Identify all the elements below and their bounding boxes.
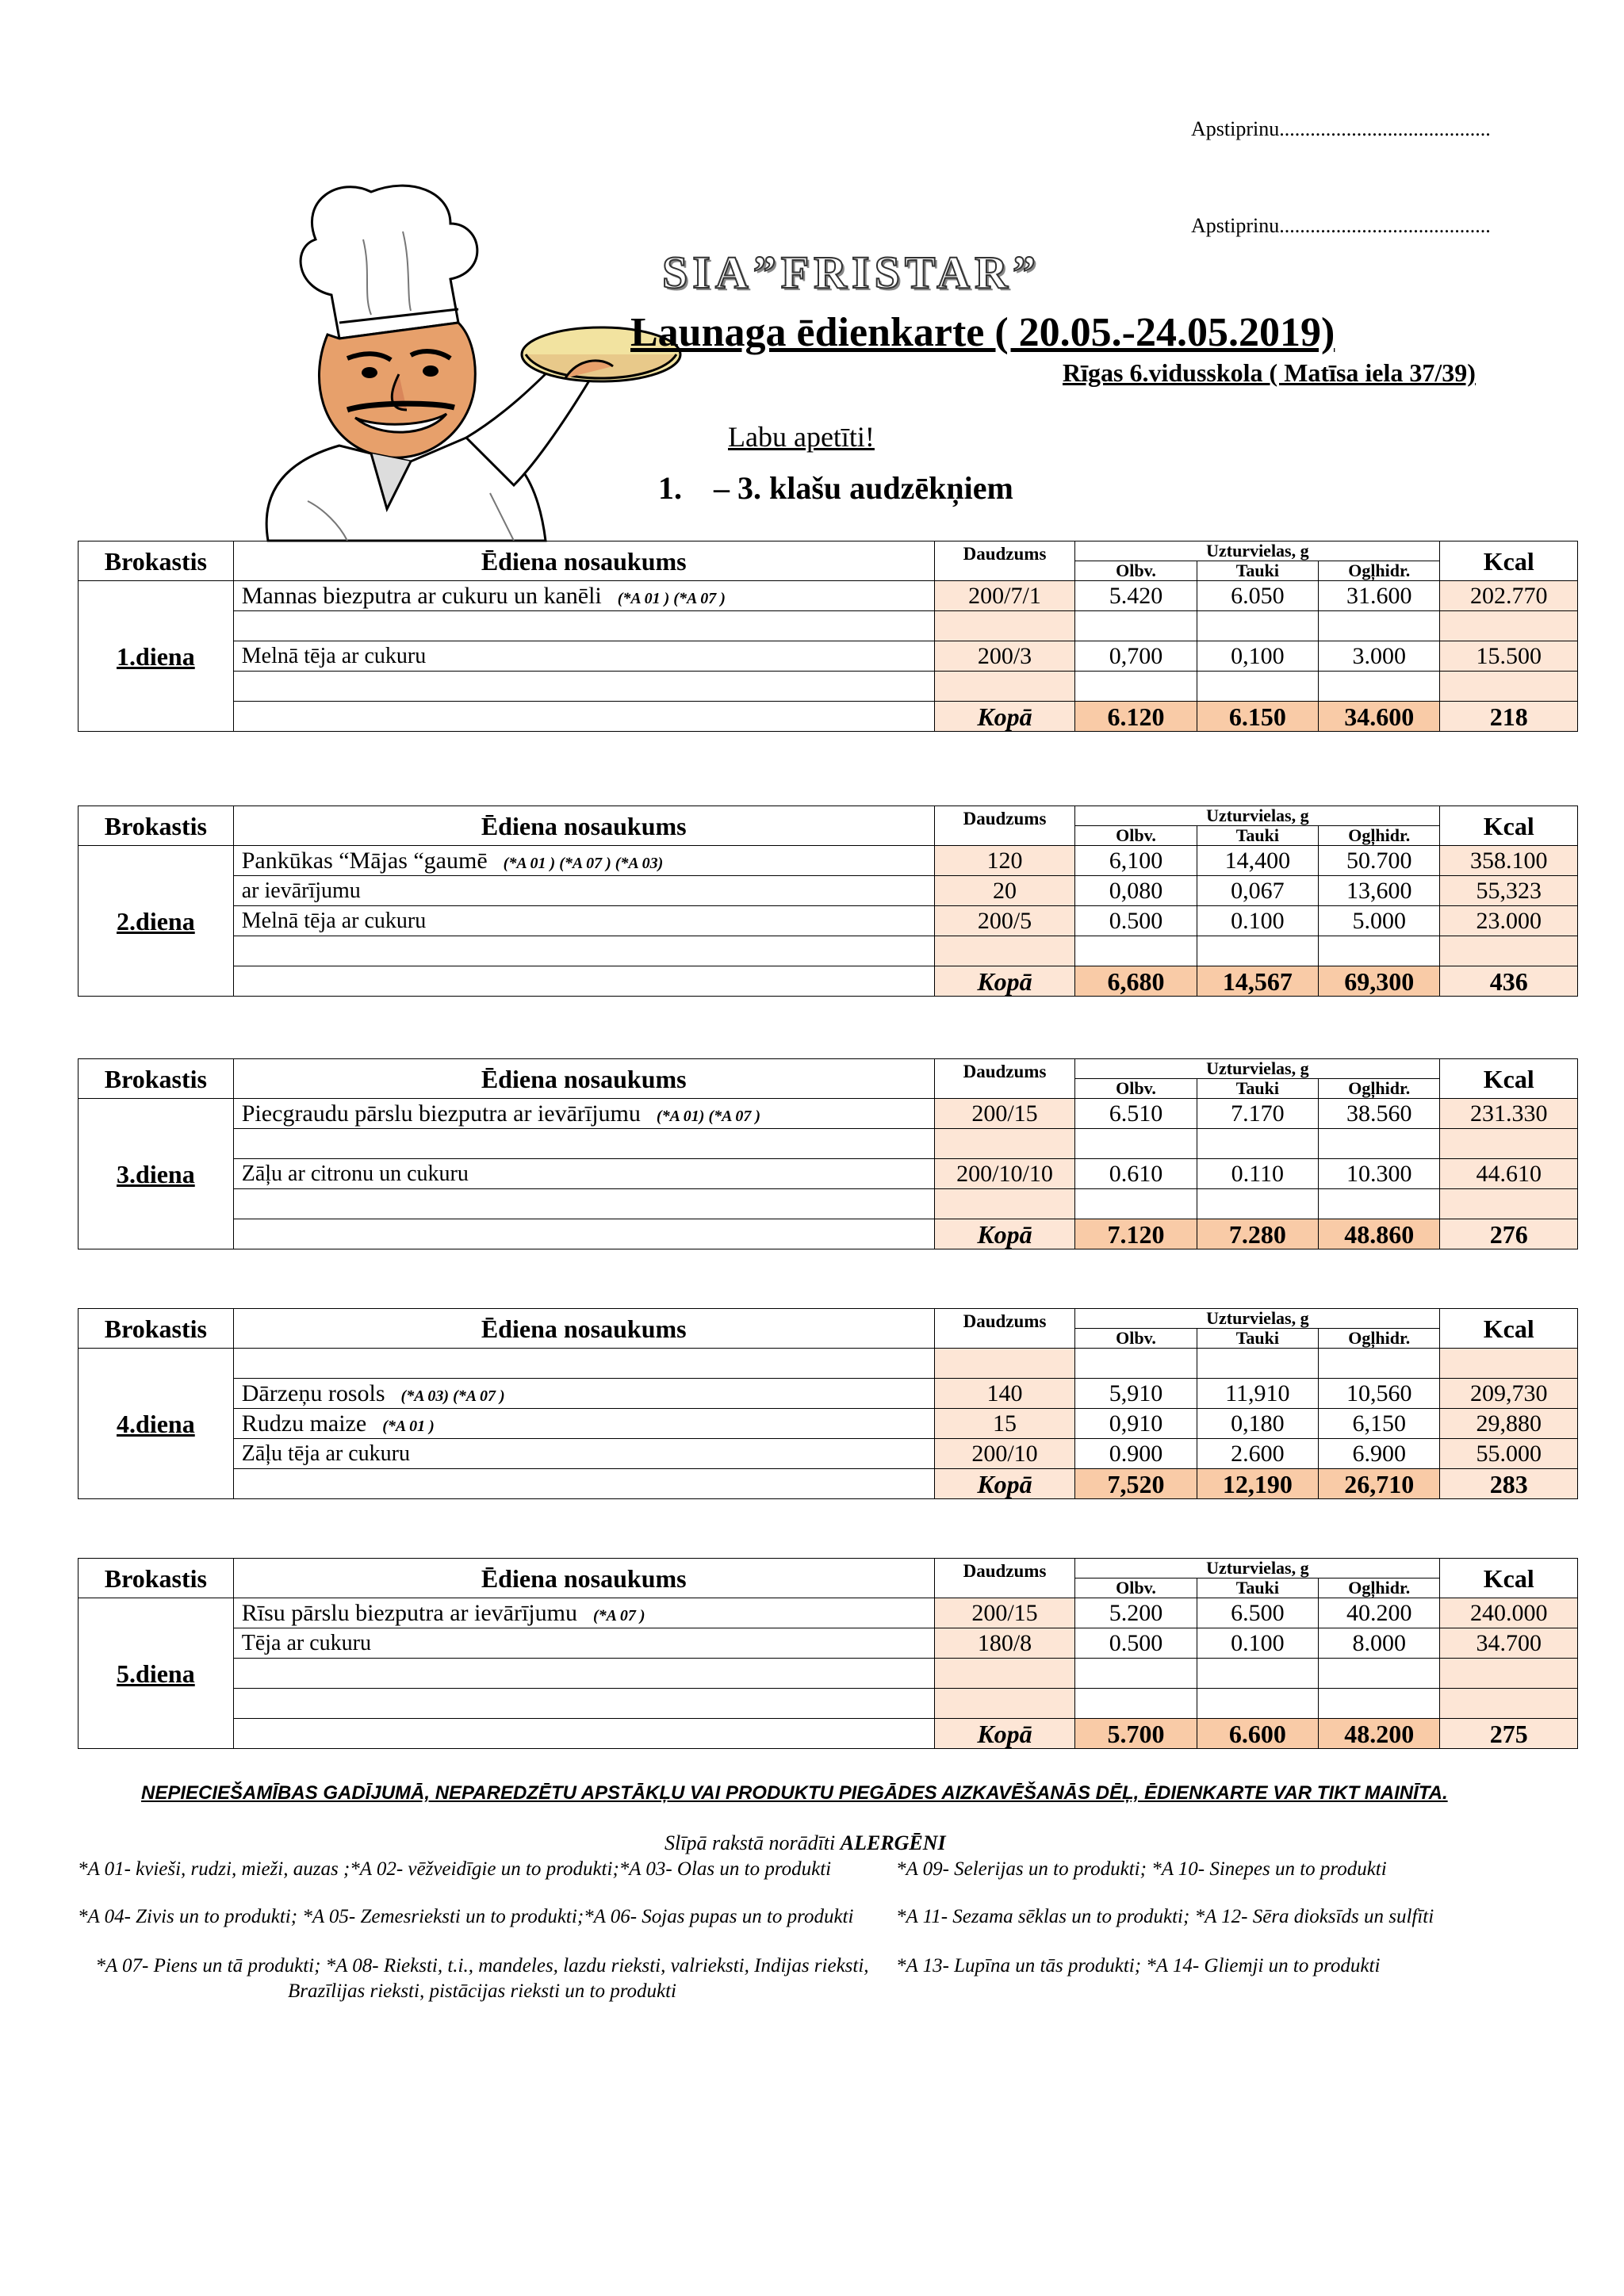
carbs-cell: 13,600 — [1319, 876, 1440, 906]
day-label: 4.diena — [79, 1349, 234, 1499]
total-kcal: 436 — [1440, 966, 1578, 997]
protein-cell — [1075, 1349, 1197, 1379]
allergen-heading — [665, 1831, 946, 1855]
nutrients-header: Uzturvielas, g — [1075, 1309, 1440, 1329]
total-kcal: 275 — [1440, 1719, 1578, 1749]
meal-header: Brokastis — [79, 1559, 234, 1598]
dish-name-cell — [233, 672, 934, 702]
dish-name: Rīsu pārslu biezputra ar ievārījumu — [241, 1599, 577, 1626]
total-blank — [233, 1219, 934, 1249]
day-menu-table — [78, 806, 1578, 997]
meal-header: Brokastis — [79, 541, 234, 581]
protein-cell: 0.900 — [1075, 1439, 1197, 1469]
fat-cell — [1197, 672, 1318, 702]
fat-cell: 14,400 — [1197, 846, 1318, 876]
dish-name-cell — [233, 1379, 934, 1409]
qty-cell — [934, 1349, 1075, 1379]
dish-name-cell — [233, 1129, 934, 1159]
qty-cell: 20 — [934, 876, 1075, 906]
kcal-cell — [1440, 1189, 1578, 1219]
qty-cell — [934, 1689, 1075, 1719]
day-menu-table — [78, 1558, 1578, 1749]
dish-name-cell — [233, 611, 934, 641]
carbs-header: Ogļhidr. — [1319, 1578, 1440, 1598]
kcal-cell: 202.770 — [1440, 581, 1578, 611]
day-menu-table — [78, 1058, 1578, 1249]
dish-name-cell — [233, 1349, 934, 1379]
dish-name: ar ievārījumu — [241, 878, 361, 903]
carbs-cell: 10.300 — [1319, 1159, 1440, 1189]
dish-row — [79, 1189, 1578, 1219]
dish-row — [79, 1439, 1578, 1469]
fat-cell: 0,067 — [1197, 876, 1318, 906]
fat-cell — [1197, 1129, 1318, 1159]
kcal-cell: 358.100 — [1440, 846, 1578, 876]
kcal-cell: 55.000 — [1440, 1439, 1578, 1469]
kcal-cell — [1440, 611, 1578, 641]
fat-cell: 11,910 — [1197, 1379, 1318, 1409]
kcal-cell: 231.330 — [1440, 1099, 1578, 1129]
dish-row — [79, 906, 1578, 936]
protein-cell — [1075, 672, 1197, 702]
fat-header: Tauki — [1197, 1329, 1318, 1349]
protein-cell — [1075, 611, 1197, 641]
carbs-header: Ogļhidr. — [1319, 826, 1440, 846]
dish-name-cell — [233, 1189, 934, 1219]
dish-name: Zāļu ar citronu un cukuru — [241, 1161, 469, 1186]
carbs-cell: 40.200 — [1319, 1598, 1440, 1628]
qty-cell — [934, 936, 1075, 966]
fat-cell: 6.500 — [1197, 1598, 1318, 1628]
protein-cell — [1075, 1689, 1197, 1719]
qty-cell: 200/3 — [934, 641, 1075, 672]
day-menu-table — [78, 541, 1578, 732]
dish-name-cell — [233, 1598, 934, 1628]
qty-cell: 200/15 — [934, 1598, 1075, 1628]
approval-line-2: Apstiprinu......................................... — [1191, 214, 1491, 237]
total-kcal: 218 — [1440, 702, 1578, 732]
dish-row — [79, 1628, 1578, 1659]
protein-cell — [1075, 1659, 1197, 1689]
total-protein: 6.120 — [1075, 702, 1197, 732]
dish-header: Ēdiena nosaukums — [233, 541, 934, 581]
fat-cell: 0.100 — [1197, 1628, 1318, 1659]
fat-cell: 0,100 — [1197, 641, 1318, 672]
qty-cell — [934, 611, 1075, 641]
approval-line-1: Apstiprinu......................................... — [1191, 117, 1491, 140]
dish-allergens: (*A 01 ) — [382, 1417, 435, 1435]
kcal-header: Kcal — [1440, 541, 1578, 581]
protein-cell: 0,080 — [1075, 876, 1197, 906]
dish-name-cell — [233, 641, 934, 672]
carbs-cell: 10,560 — [1319, 1379, 1440, 1409]
fat-cell: 0,180 — [1197, 1409, 1318, 1439]
kcal-cell: 29,880 — [1440, 1409, 1578, 1439]
carbs-cell: 6.900 — [1319, 1439, 1440, 1469]
total-fat: 6.150 — [1197, 702, 1318, 732]
day-label: 2.diena — [79, 846, 234, 997]
allergen-list-left — [78, 1857, 887, 2004]
total-kcal: 276 — [1440, 1219, 1578, 1249]
total-row — [79, 1469, 1578, 1499]
fat-cell: 0.110 — [1197, 1159, 1318, 1189]
fat-cell: 6.050 — [1197, 581, 1318, 611]
dish-name-cell — [233, 936, 934, 966]
protein-header: Olbv. — [1075, 826, 1197, 846]
dish-name-cell — [233, 906, 934, 936]
dish-name-cell — [233, 1689, 934, 1719]
protein-header: Olbv. — [1075, 1079, 1197, 1099]
meal-header: Brokastis — [79, 806, 234, 846]
dish-header: Ēdiena nosaukums — [233, 1059, 934, 1099]
carbs-cell: 8.000 — [1319, 1628, 1440, 1659]
dish-name-cell — [233, 1099, 934, 1129]
total-carbs: 69,300 — [1319, 966, 1440, 997]
grades-subtitle: 1. – 3. klašu audzēkņiem — [658, 470, 1013, 506]
kcal-cell: 44.610 — [1440, 1159, 1578, 1189]
qty-cell: 120 — [934, 846, 1075, 876]
total-row — [79, 702, 1578, 732]
total-label: Kopā — [934, 1219, 1075, 1249]
kcal-cell — [1440, 1129, 1578, 1159]
dish-header: Ēdiena nosaukums — [233, 1309, 934, 1349]
dish-row — [79, 1159, 1578, 1189]
qty-cell — [934, 1189, 1075, 1219]
qty-cell: 200/10 — [934, 1439, 1075, 1469]
qty-header: Daudzums — [934, 1059, 1075, 1099]
dish-name-cell — [233, 1628, 934, 1659]
dish-allergens: (*A 03) (*A 07 ) — [400, 1387, 505, 1405]
total-protein: 5.700 — [1075, 1719, 1197, 1749]
protein-cell: 6,100 — [1075, 846, 1197, 876]
carbs-cell: 6,150 — [1319, 1409, 1440, 1439]
greeting: Labu apetīti! — [728, 421, 875, 453]
carbs-cell — [1319, 672, 1440, 702]
nutrients-header: Uzturvielas, g — [1075, 1559, 1440, 1578]
total-protein: 6,680 — [1075, 966, 1197, 997]
dish-name-cell — [233, 1159, 934, 1189]
kcal-header: Kcal — [1440, 806, 1578, 846]
total-blank — [233, 702, 934, 732]
total-blank — [233, 1469, 934, 1499]
change-notice: NEPIECIEŠAMĪBAS GADĪJUMĀ, NEPAREDZĒTU APSTĀKĻU VAI PRODUKTU PIEGĀDES AIZKAVĒŠANĀS DĒĻ, ĒDIENKARTE VAR TIKT MAINĪTA. — [141, 1782, 1448, 1804]
carbs-cell — [1319, 1659, 1440, 1689]
protein-cell: 5.420 — [1075, 581, 1197, 611]
fat-header: Tauki — [1197, 826, 1318, 846]
dish-row — [79, 1659, 1578, 1689]
total-label: Kopā — [934, 1469, 1075, 1499]
meal-header: Brokastis — [79, 1309, 234, 1349]
carbs-header: Ogļhidr. — [1319, 561, 1440, 581]
kcal-cell: 34.700 — [1440, 1628, 1578, 1659]
allergen-line: *A 07- Piens un tā produkti; *A 08- Rieksti, t.i., mandeles, lazdu rieksti, valrieksti, Indijas rieksti, Brazīlijas rieksti, pistācijas rieksti un to produkti — [95, 1955, 869, 2002]
carbs-header: Ogļhidr. — [1319, 1079, 1440, 1099]
school-address: Rīgas 6.vidusskola ( Matīsa iela 37/39) — [1063, 358, 1476, 387]
carbs-cell — [1319, 1129, 1440, 1159]
dish-row — [79, 1129, 1578, 1159]
carbs-cell — [1319, 1189, 1440, 1219]
kcal-cell: 23.000 — [1440, 906, 1578, 936]
dish-allergens: (*A 01) (*A 07 ) — [656, 1107, 761, 1125]
total-blank — [233, 1719, 934, 1749]
dish-name-cell — [233, 846, 934, 876]
total-carbs: 48.860 — [1319, 1219, 1440, 1249]
total-fat: 12,190 — [1197, 1469, 1318, 1499]
carbs-cell: 31.600 — [1319, 581, 1440, 611]
protein-header: Olbv. — [1075, 561, 1197, 581]
dish-allergens: (*A 01 ) (*A 07 ) (*A 03) — [503, 854, 664, 872]
meal-header: Brokastis — [79, 1059, 234, 1099]
fat-header: Tauki — [1197, 1079, 1318, 1099]
qty-cell — [934, 1129, 1075, 1159]
total-fat: 6.600 — [1197, 1719, 1318, 1749]
fat-cell — [1197, 611, 1318, 641]
allergen-line: *A 11- Sezama sēklas un to produkti; *A 12- Sēra dioksīds un sulfīti — [896, 1906, 1434, 1927]
dish-name: Melnā tēja ar cukuru — [241, 643, 427, 668]
kcal-cell: 209,730 — [1440, 1379, 1578, 1409]
qty-cell: 200/5 — [934, 906, 1075, 936]
carbs-header: Ogļhidr. — [1319, 1329, 1440, 1349]
total-blank — [233, 966, 934, 997]
day-label: 3.diena — [79, 1099, 234, 1249]
total-carbs: 34.600 — [1319, 702, 1440, 732]
fat-cell: 7.170 — [1197, 1099, 1318, 1129]
total-carbs: 48.200 — [1319, 1719, 1440, 1749]
nutrients-header: Uzturvielas, g — [1075, 1059, 1440, 1079]
protein-cell: 5.200 — [1075, 1598, 1197, 1628]
dish-name: Zāļu tēja ar cukuru — [241, 1441, 410, 1466]
total-row — [79, 1219, 1578, 1249]
dish-name-cell — [233, 1659, 934, 1689]
kcal-cell — [1440, 936, 1578, 966]
fat-cell — [1197, 1189, 1318, 1219]
kcal-cell — [1440, 1659, 1578, 1689]
carbs-cell: 50.700 — [1319, 846, 1440, 876]
allergen-line: *A 13- Lupīna un tās produkti; *A 14- Gliemji un to produkti — [896, 1955, 1381, 1976]
dish-header: Ēdiena nosaukums — [233, 806, 934, 846]
dish-name: Melnā tēja ar cukuru — [241, 908, 427, 933]
protein-cell — [1075, 1189, 1197, 1219]
nutrients-header: Uzturvielas, g — [1075, 541, 1440, 561]
protein-cell: 0.610 — [1075, 1159, 1197, 1189]
total-label: Kopā — [934, 966, 1075, 997]
qty-header: Daudzums — [934, 1309, 1075, 1349]
dish-row — [79, 846, 1578, 876]
dish-row — [79, 641, 1578, 672]
dish-row — [79, 672, 1578, 702]
protein-cell: 5,910 — [1075, 1379, 1197, 1409]
qty-cell: 200/10/10 — [934, 1159, 1075, 1189]
dish-row — [79, 1379, 1578, 1409]
allergen-line: *A 01- kvieši, rudzi, mieži, auzas ;*A 02- vēžveidīgie un to produkti;*A 03- Olas un to produkti — [78, 1858, 832, 1880]
fat-cell — [1197, 1689, 1318, 1719]
fat-cell — [1197, 1349, 1318, 1379]
total-row — [79, 1719, 1578, 1749]
protein-cell — [1075, 1129, 1197, 1159]
dish-name: Piecgraudu pārslu biezputra ar ievārījumu — [241, 1100, 641, 1127]
allergen-heading-bold: ALERGĒNI — [840, 1831, 946, 1854]
dish-name-cell — [233, 1409, 934, 1439]
allergen-list-right — [896, 1857, 1594, 1979]
protein-cell: 0,910 — [1075, 1409, 1197, 1439]
kcal-cell: 240.000 — [1440, 1598, 1578, 1628]
qty-header: Daudzums — [934, 541, 1075, 581]
dish-row — [79, 611, 1578, 641]
dish-row — [79, 1689, 1578, 1719]
carbs-cell — [1319, 1349, 1440, 1379]
protein-header: Olbv. — [1075, 1578, 1197, 1598]
qty-header: Daudzums — [934, 1559, 1075, 1598]
dish-name: Dārzeņu rosols — [241, 1380, 385, 1406]
allergen-heading-text: Slīpā rakstā norādīti — [665, 1831, 836, 1854]
dish-row — [79, 876, 1578, 906]
kcal-cell — [1440, 1349, 1578, 1379]
dish-row — [79, 1409, 1578, 1439]
carbs-cell — [1319, 611, 1440, 641]
kcal-cell: 15.500 — [1440, 641, 1578, 672]
company-name: SIA”FRISTAR” — [662, 247, 1041, 298]
fat-header: Tauki — [1197, 561, 1318, 581]
qty-cell: 180/8 — [934, 1628, 1075, 1659]
kcal-header: Kcal — [1440, 1309, 1578, 1349]
total-row — [79, 966, 1578, 997]
qty-cell: 15 — [934, 1409, 1075, 1439]
carbs-cell — [1319, 1689, 1440, 1719]
fat-cell: 2.600 — [1197, 1439, 1318, 1469]
total-kcal: 283 — [1440, 1469, 1578, 1499]
dish-name-cell — [233, 581, 934, 611]
dish-name: Mannas biezputra ar cukuru un kanēli — [241, 582, 602, 609]
qty-cell: 200/15 — [934, 1099, 1075, 1129]
dish-allergens: (*A 07 ) — [592, 1606, 645, 1624]
dish-header: Ēdiena nosaukums — [233, 1559, 934, 1598]
carbs-cell: 5.000 — [1319, 906, 1440, 936]
dish-allergens: (*A 01 ) (*A 07 ) — [617, 589, 726, 607]
fat-cell — [1197, 936, 1318, 966]
dish-row — [79, 936, 1578, 966]
day-label: 5.diena — [79, 1598, 234, 1749]
allergen-line: *A 09- Selerijas un to produkti; *A 10- Sinepes un to produkti — [896, 1858, 1387, 1880]
kcal-cell — [1440, 1689, 1578, 1719]
dish-name-cell — [233, 1439, 934, 1469]
total-label: Kopā — [934, 702, 1075, 732]
dish-row — [79, 1099, 1578, 1129]
dish-name: Rudzu maize — [241, 1410, 367, 1437]
kcal-cell: 55,323 — [1440, 876, 1578, 906]
qty-cell — [934, 672, 1075, 702]
day-menu-table — [78, 1308, 1578, 1499]
protein-cell: 0.500 — [1075, 1628, 1197, 1659]
total-fat: 7.280 — [1197, 1219, 1318, 1249]
dish-name: Pankūkas “Mājas “gaumē — [241, 847, 488, 874]
dish-row — [79, 1349, 1578, 1379]
protein-cell: 6.510 — [1075, 1099, 1197, 1129]
carbs-cell: 38.560 — [1319, 1099, 1440, 1129]
fat-header: Tauki — [1197, 1578, 1318, 1598]
fat-cell — [1197, 1659, 1318, 1689]
dish-row — [79, 581, 1578, 611]
allergen-line: *A 04- Zivis un to produkti; *A 05- Zemesrieksti un to produkti;*A 06- Sojas pupas un to produkti — [78, 1906, 854, 1927]
kcal-header: Kcal — [1440, 1059, 1578, 1099]
total-fat: 14,567 — [1197, 966, 1318, 997]
qty-cell: 200/7/1 — [934, 581, 1075, 611]
total-protein: 7,520 — [1075, 1469, 1197, 1499]
qty-header: Daudzums — [934, 806, 1075, 846]
protein-cell: 0.500 — [1075, 906, 1197, 936]
fat-cell: 0.100 — [1197, 906, 1318, 936]
carbs-cell — [1319, 936, 1440, 966]
qty-cell — [934, 1659, 1075, 1689]
total-label: Kopā — [934, 1719, 1075, 1749]
qty-cell: 140 — [934, 1379, 1075, 1409]
dish-row — [79, 1598, 1578, 1628]
page-title: Launaga ēdienkarte ( 20.05.-24.05.2019) — [630, 310, 1335, 355]
protein-cell: 0,700 — [1075, 641, 1197, 672]
dish-name: Tēja ar cukuru — [241, 1630, 371, 1655]
dish-name-cell — [233, 876, 934, 906]
protein-cell — [1075, 936, 1197, 966]
total-protein: 7.120 — [1075, 1219, 1197, 1249]
kcal-cell — [1440, 672, 1578, 702]
nutrients-header: Uzturvielas, g — [1075, 806, 1440, 826]
protein-header: Olbv. — [1075, 1329, 1197, 1349]
total-carbs: 26,710 — [1319, 1469, 1440, 1499]
day-label: 1.diena — [79, 581, 234, 732]
carbs-cell: 3.000 — [1319, 641, 1440, 672]
kcal-header: Kcal — [1440, 1559, 1578, 1598]
